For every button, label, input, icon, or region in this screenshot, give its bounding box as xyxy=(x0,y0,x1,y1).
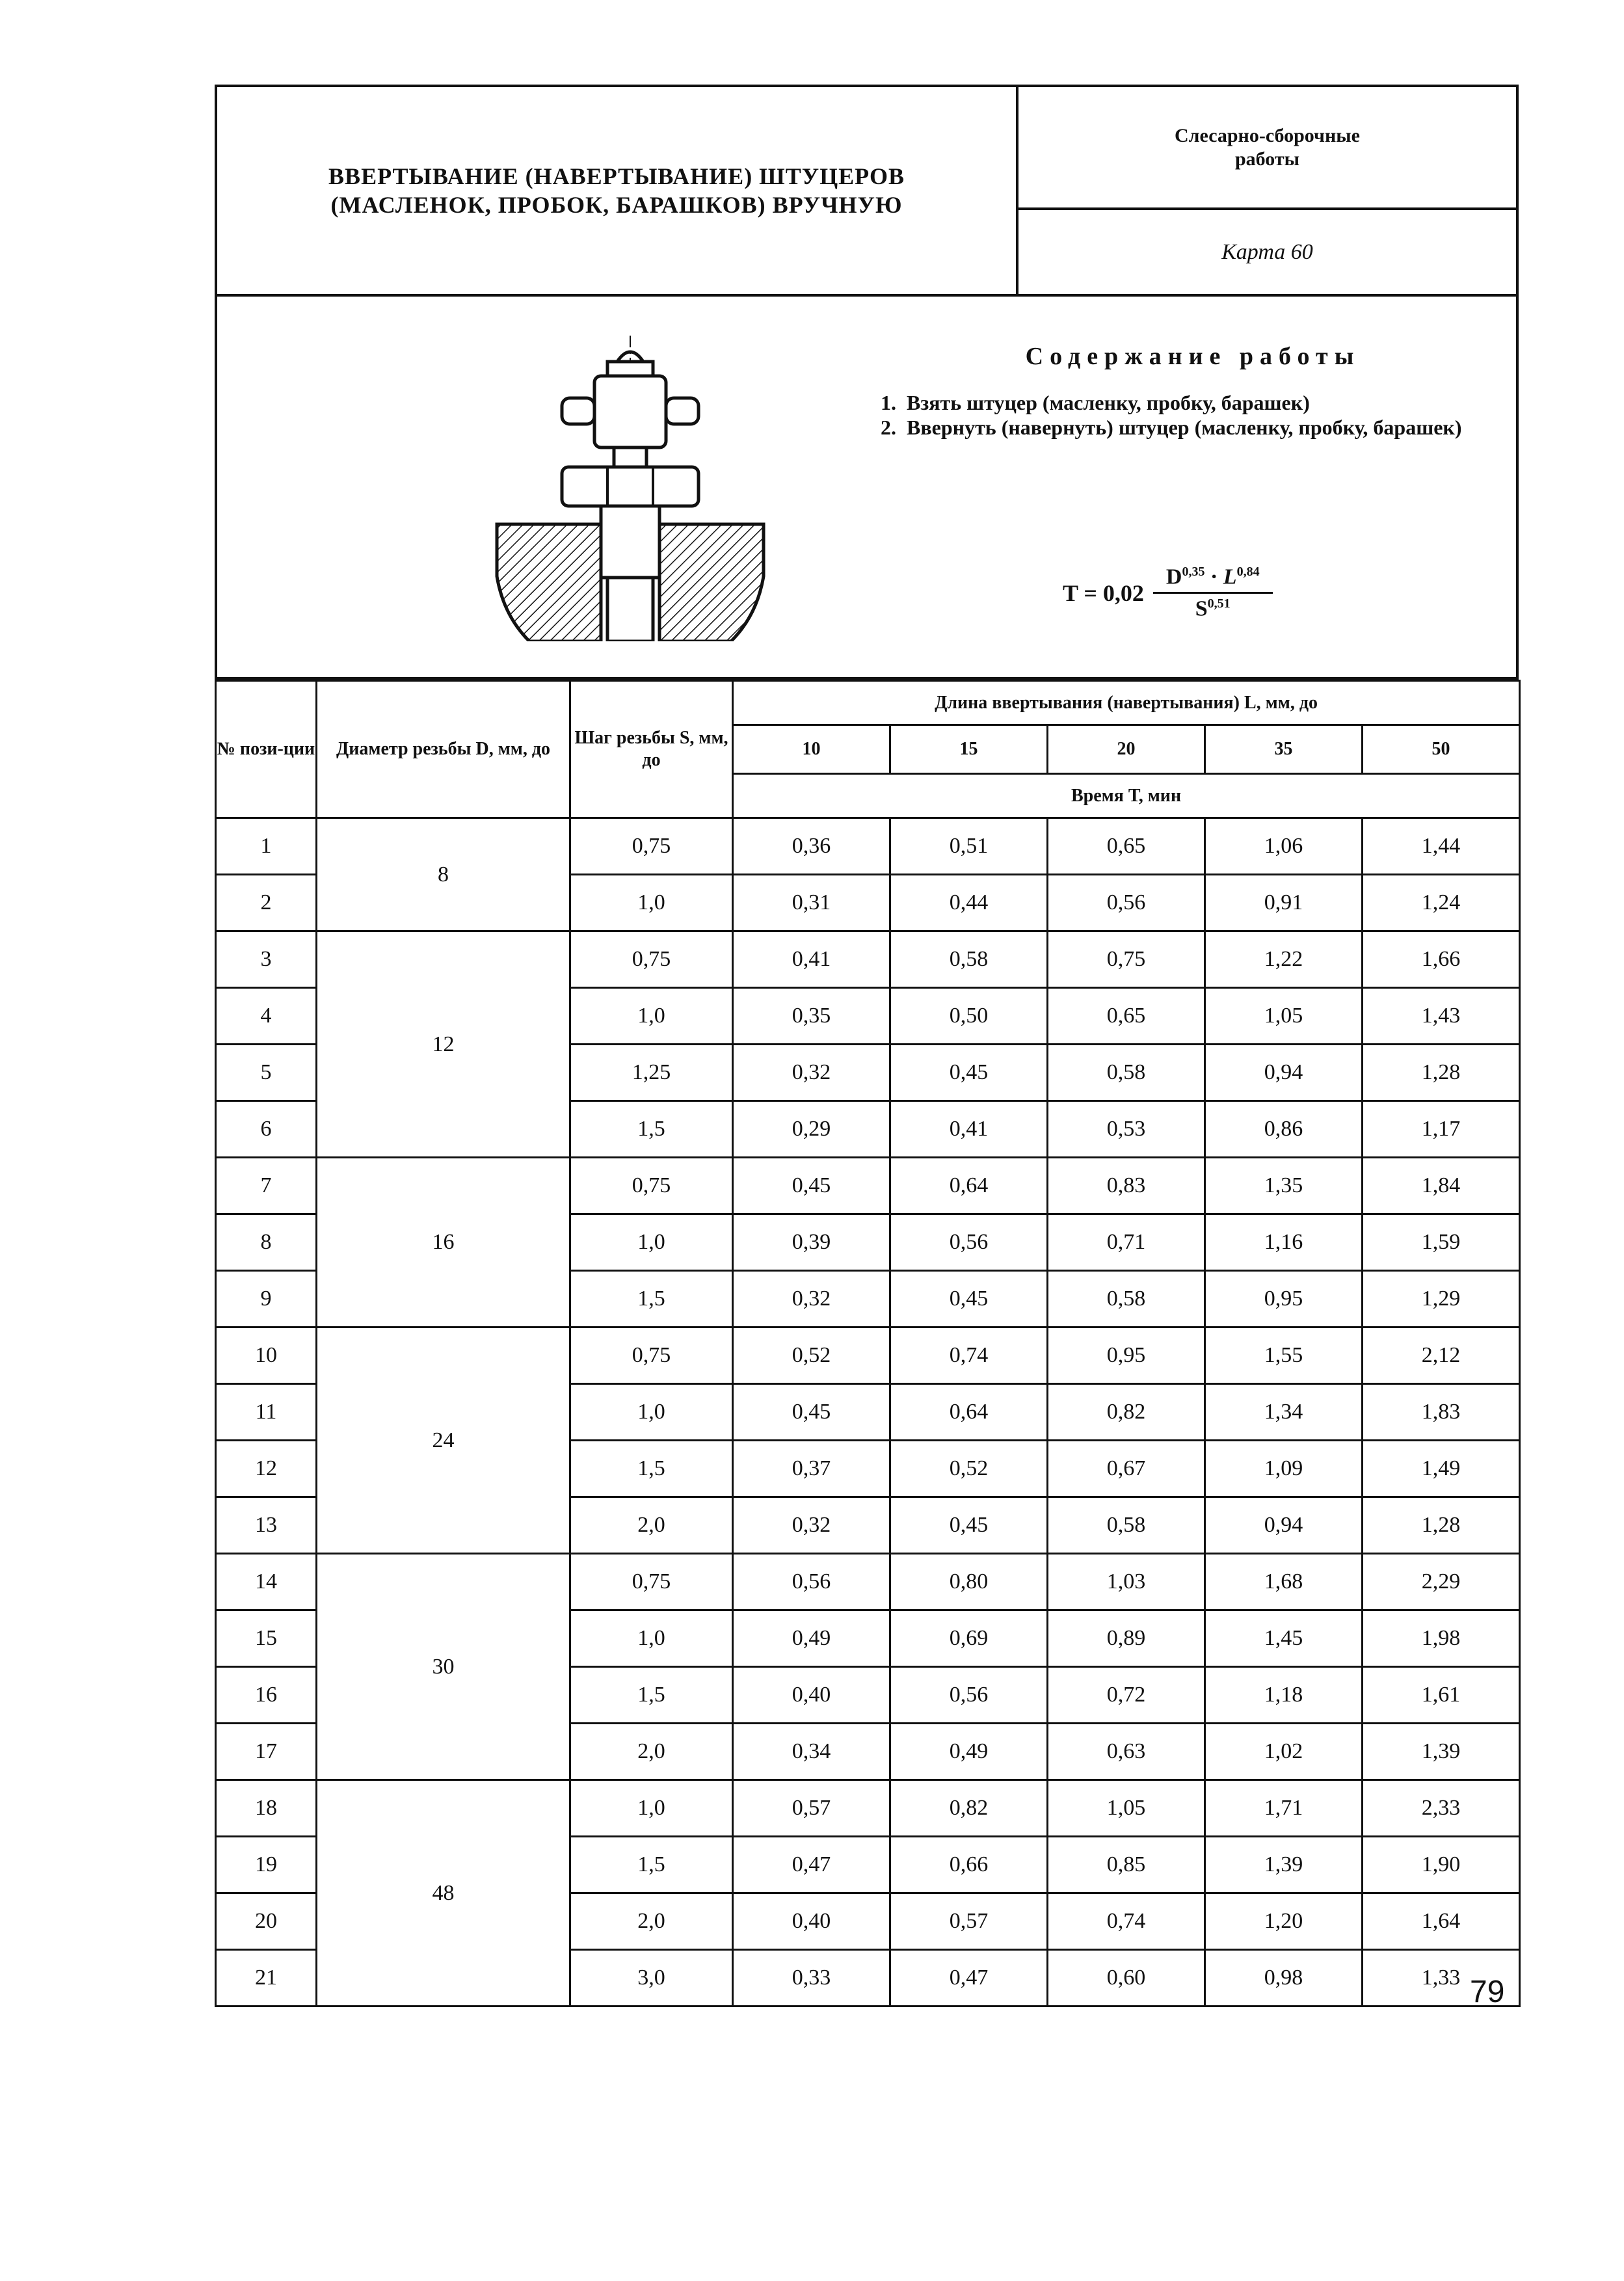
time-cell: 0,45 xyxy=(733,1384,890,1441)
content-title: Содержание работы xyxy=(1025,343,1361,370)
pitch-cell: 1,0 xyxy=(570,1610,733,1667)
time-cell: 0,53 xyxy=(1048,1101,1205,1158)
time-cell: 0,47 xyxy=(733,1837,890,1893)
time-cell: 0,52 xyxy=(733,1327,890,1384)
fitting-drawing xyxy=(490,336,770,641)
pitch-cell: 0,75 xyxy=(570,818,733,875)
time-cell: 1,05 xyxy=(1205,988,1363,1045)
time-cell: 0,56 xyxy=(890,1214,1048,1271)
time-cell: 0,56 xyxy=(890,1667,1048,1724)
table-row xyxy=(216,1158,1520,1214)
time-cell: 0,32 xyxy=(733,1045,890,1101)
position-cell: 1 xyxy=(216,818,317,875)
time-cell: 0,58 xyxy=(1048,1045,1205,1101)
pitch-cell: 1,0 xyxy=(570,1780,733,1837)
diameter-cell: 16 xyxy=(317,1158,570,1327)
time-cell: 1,68 xyxy=(1205,1554,1363,1610)
time-cell: 1,39 xyxy=(1363,1724,1520,1780)
work-category-line1: Слесарно-сборочные xyxy=(1175,124,1360,146)
pitch-cell: 0,75 xyxy=(570,1327,733,1384)
time-cell: 0,94 xyxy=(1205,1045,1363,1101)
work-steps-list xyxy=(881,390,1505,440)
diameter-cell: 30 xyxy=(317,1554,570,1780)
time-cell: 0,86 xyxy=(1205,1101,1363,1158)
position-cell: 13 xyxy=(216,1497,317,1554)
formula-numerator xyxy=(1153,565,1273,594)
operation-title-line2: (МАСЛЕНОК, ПРОБОК, БАРАШКОВ) ВРУЧНУЮ xyxy=(330,192,903,218)
time-cell: 0,60 xyxy=(1048,1950,1205,2007)
time-cell: 1,49 xyxy=(1363,1441,1520,1497)
formula-l-exponent: 0,84 xyxy=(1236,565,1260,579)
time-cell: 1,24 xyxy=(1363,875,1520,931)
card-number: Карта 60 xyxy=(1221,239,1313,264)
pitch-cell: 1,5 xyxy=(570,1837,733,1893)
norm-card xyxy=(215,85,1519,2007)
formula-dot: · xyxy=(1210,565,1218,589)
time-cell: 1,29 xyxy=(1363,1271,1520,1327)
time-cell: 0,29 xyxy=(733,1101,890,1158)
position-cell: 7 xyxy=(216,1158,317,1214)
time-cell: 0,74 xyxy=(1048,1893,1205,1950)
time-formula xyxy=(1063,565,1273,622)
length-value-header: 15 xyxy=(890,725,1048,774)
time-cell: 1,98 xyxy=(1363,1610,1520,1667)
time-cell: 0,49 xyxy=(890,1724,1048,1780)
time-cell: 0,85 xyxy=(1048,1837,1205,1893)
formula-l: L xyxy=(1223,565,1237,589)
time-cell: 0,45 xyxy=(733,1158,890,1214)
time-norms-table xyxy=(215,680,1521,2007)
time-cell: 0,40 xyxy=(733,1893,890,1950)
time-cell: 1,16 xyxy=(1205,1214,1363,1271)
formula-s: S xyxy=(1195,596,1208,621)
time-cell: 1,90 xyxy=(1363,1837,1520,1893)
time-cell: 0,45 xyxy=(890,1271,1048,1327)
position-cell: 20 xyxy=(216,1893,317,1950)
position-cell: 3 xyxy=(216,931,317,988)
pitch-cell: 0,75 xyxy=(570,1554,733,1610)
position-cell: 19 xyxy=(216,1837,317,1893)
formula-lhs: T = 0,02 xyxy=(1063,580,1144,606)
col-diameter-header: Диаметр резьбы D, мм, до xyxy=(317,681,570,818)
work-step xyxy=(881,390,1505,415)
time-cell: 2,29 xyxy=(1363,1554,1520,1610)
time-cell: 2,33 xyxy=(1363,1780,1520,1837)
time-cell: 1,22 xyxy=(1205,931,1363,988)
table-row xyxy=(216,818,1520,875)
work-category xyxy=(1018,87,1516,210)
time-cell: 1,66 xyxy=(1363,931,1520,988)
table-row xyxy=(216,1780,1520,1837)
length-value-header: 10 xyxy=(733,725,890,774)
time-cell: 0,67 xyxy=(1048,1441,1205,1497)
time-cell: 1,55 xyxy=(1205,1327,1363,1384)
time-cell: 0,52 xyxy=(890,1441,1048,1497)
pitch-cell: 1,5 xyxy=(570,1101,733,1158)
time-cell: 0,91 xyxy=(1205,875,1363,931)
time-cell: 0,64 xyxy=(890,1158,1048,1214)
time-cell: 1,09 xyxy=(1205,1441,1363,1497)
time-cell: 1,03 xyxy=(1048,1554,1205,1610)
time-cell: 0,45 xyxy=(890,1045,1048,1101)
pitch-cell: 1,5 xyxy=(570,1441,733,1497)
time-cell: 0,56 xyxy=(733,1554,890,1610)
time-cell: 1,84 xyxy=(1363,1158,1520,1214)
position-cell: 9 xyxy=(216,1271,317,1327)
position-cell: 12 xyxy=(216,1441,317,1497)
time-cell: 1,05 xyxy=(1048,1780,1205,1837)
pitch-cell: 2,0 xyxy=(570,1497,733,1554)
time-cell: 0,34 xyxy=(733,1724,890,1780)
time-cell: 0,95 xyxy=(1205,1271,1363,1327)
time-cell: 0,98 xyxy=(1205,1950,1363,2007)
time-cell: 0,37 xyxy=(733,1441,890,1497)
pitch-cell: 1,0 xyxy=(570,875,733,931)
time-cell: 1,39 xyxy=(1205,1837,1363,1893)
position-cell: 18 xyxy=(216,1780,317,1837)
time-cell: 1,28 xyxy=(1363,1497,1520,1554)
formula-s-exponent: 0,51 xyxy=(1207,596,1231,611)
diameter-cell: 24 xyxy=(317,1327,570,1554)
table-row xyxy=(216,1554,1520,1610)
work-content-text xyxy=(881,342,1505,440)
time-cell: 0,40 xyxy=(733,1667,890,1724)
time-cell: 0,32 xyxy=(733,1271,890,1327)
time-cell: 1,71 xyxy=(1205,1780,1363,1837)
work-step-number: 2. xyxy=(881,416,896,439)
time-cell: 0,41 xyxy=(890,1101,1048,1158)
position-cell: 4 xyxy=(216,988,317,1045)
time-cell: 0,94 xyxy=(1205,1497,1363,1554)
time-cell: 0,66 xyxy=(890,1837,1048,1893)
time-cell: 0,57 xyxy=(890,1893,1048,1950)
time-cell: 0,65 xyxy=(1048,818,1205,875)
time-cell: 0,58 xyxy=(1048,1271,1205,1327)
time-cell: 0,36 xyxy=(733,818,890,875)
length-value-header: 50 xyxy=(1363,725,1520,774)
position-cell: 15 xyxy=(216,1610,317,1667)
time-header: Время Т, мин xyxy=(733,774,1520,818)
formula-denominator xyxy=(1195,594,1231,621)
time-cell: 1,18 xyxy=(1205,1667,1363,1724)
pitch-cell: 1,5 xyxy=(570,1667,733,1724)
time-cell: 0,49 xyxy=(733,1610,890,1667)
work-step xyxy=(881,415,1505,440)
time-cell: 0,33 xyxy=(733,1950,890,2007)
pitch-cell: 2,0 xyxy=(570,1893,733,1950)
pitch-cell: 1,5 xyxy=(570,1271,733,1327)
time-cell: 0,64 xyxy=(890,1384,1048,1441)
time-cell: 1,43 xyxy=(1363,988,1520,1045)
time-cell: 0,51 xyxy=(890,818,1048,875)
time-cell: 0,89 xyxy=(1048,1610,1205,1667)
col-length-group-header: Длина ввертывания (навертывания) L, мм, до xyxy=(733,681,1520,725)
position-cell: 14 xyxy=(216,1554,317,1610)
length-value-header: 20 xyxy=(1048,725,1205,774)
table-row xyxy=(216,931,1520,988)
time-cell: 1,06 xyxy=(1205,818,1363,875)
time-cell: 0,35 xyxy=(733,988,890,1045)
pitch-cell: 0,75 xyxy=(570,931,733,988)
pitch-cell: 3,0 xyxy=(570,1950,733,2007)
position-cell: 16 xyxy=(216,1667,317,1724)
time-cell: 0,95 xyxy=(1048,1327,1205,1384)
position-cell: 17 xyxy=(216,1724,317,1780)
time-cell: 0,72 xyxy=(1048,1667,1205,1724)
operation-title-line1: ВВЕРТЫВАНИЕ (НАВЕРТЫВАНИЕ) ШТУЦЕРОВ xyxy=(328,163,905,189)
position-cell: 10 xyxy=(216,1327,317,1384)
time-cell: 0,50 xyxy=(890,988,1048,1045)
time-cell: 1,59 xyxy=(1363,1214,1520,1271)
time-cell: 0,69 xyxy=(890,1610,1048,1667)
position-cell: 5 xyxy=(216,1045,317,1101)
time-cell: 0,56 xyxy=(1048,875,1205,931)
time-cell: 0,58 xyxy=(1048,1497,1205,1554)
time-cell: 0,82 xyxy=(1048,1384,1205,1441)
pitch-cell: 2,0 xyxy=(570,1724,733,1780)
time-cell: 0,57 xyxy=(733,1780,890,1837)
time-cell: 0,41 xyxy=(733,931,890,988)
pitch-cell: 0,75 xyxy=(570,1158,733,1214)
time-cell: 1,45 xyxy=(1205,1610,1363,1667)
formula-d-exponent: 0,35 xyxy=(1182,565,1205,579)
time-cell: 1,28 xyxy=(1363,1045,1520,1101)
time-cell: 0,45 xyxy=(890,1497,1048,1554)
pitch-cell: 1,0 xyxy=(570,1214,733,1271)
time-cell: 0,83 xyxy=(1048,1158,1205,1214)
work-content-section xyxy=(215,294,1519,680)
work-step-text: Ввернуть (навернуть) штуцер (масленку, пробку, барашек) xyxy=(907,416,1462,439)
time-cell: 0,71 xyxy=(1048,1214,1205,1271)
time-cell: 1,34 xyxy=(1205,1384,1363,1441)
page-number: 79 xyxy=(1470,1975,1505,2009)
time-cell: 1,20 xyxy=(1205,1893,1363,1950)
card-header xyxy=(215,85,1519,294)
time-cell: 0,65 xyxy=(1048,988,1205,1045)
time-cell: 0,31 xyxy=(733,875,890,931)
time-cell: 1,17 xyxy=(1363,1101,1520,1158)
time-cell: 0,39 xyxy=(733,1214,890,1271)
time-cell: 2,12 xyxy=(1363,1327,1520,1384)
pitch-cell: 1,0 xyxy=(570,988,733,1045)
time-cell: 0,80 xyxy=(890,1554,1048,1610)
length-value-header: 35 xyxy=(1205,725,1363,774)
formula-d: D xyxy=(1165,565,1182,589)
time-cell: 0,58 xyxy=(890,931,1048,988)
time-cell: 1,64 xyxy=(1363,1893,1520,1950)
time-cell: 0,75 xyxy=(1048,931,1205,988)
col-pitch-header: Шаг резьбы S, мм, до xyxy=(570,681,733,818)
position-cell: 21 xyxy=(216,1950,317,2007)
time-cell: 0,32 xyxy=(733,1497,890,1554)
time-cell: 1,02 xyxy=(1205,1724,1363,1780)
position-cell: 2 xyxy=(216,875,317,931)
time-cell: 1,83 xyxy=(1363,1384,1520,1441)
time-cell: 1,33 xyxy=(1363,1950,1520,2007)
time-cell: 0,74 xyxy=(890,1327,1048,1384)
time-cell: 0,44 xyxy=(890,875,1048,931)
position-cell: 8 xyxy=(216,1214,317,1271)
formula-fraction xyxy=(1153,565,1273,622)
time-cell: 1,35 xyxy=(1205,1158,1363,1214)
position-cell: 6 xyxy=(216,1101,317,1158)
time-cell: 1,61 xyxy=(1363,1667,1520,1724)
table-body xyxy=(216,818,1520,2007)
diameter-cell: 8 xyxy=(317,818,570,931)
position-cell: 11 xyxy=(216,1384,317,1441)
col-position-header: № пози-ции xyxy=(216,681,317,818)
diameter-cell: 12 xyxy=(317,931,570,1158)
time-cell: 0,82 xyxy=(890,1780,1048,1837)
pitch-cell: 1,25 xyxy=(570,1045,733,1101)
work-step-text: Взять штуцер (масленку, пробку, барашек) xyxy=(907,391,1310,414)
diameter-cell: 48 xyxy=(317,1780,570,2007)
operation-title xyxy=(217,87,1018,294)
work-category-line2: работы xyxy=(1234,148,1300,170)
time-cell: 1,44 xyxy=(1363,818,1520,875)
time-cell: 0,63 xyxy=(1048,1724,1205,1780)
work-step-number: 1. xyxy=(881,391,896,414)
pitch-cell: 1,0 xyxy=(570,1384,733,1441)
table-row xyxy=(216,1327,1520,1384)
time-cell: 0,47 xyxy=(890,1950,1048,2007)
